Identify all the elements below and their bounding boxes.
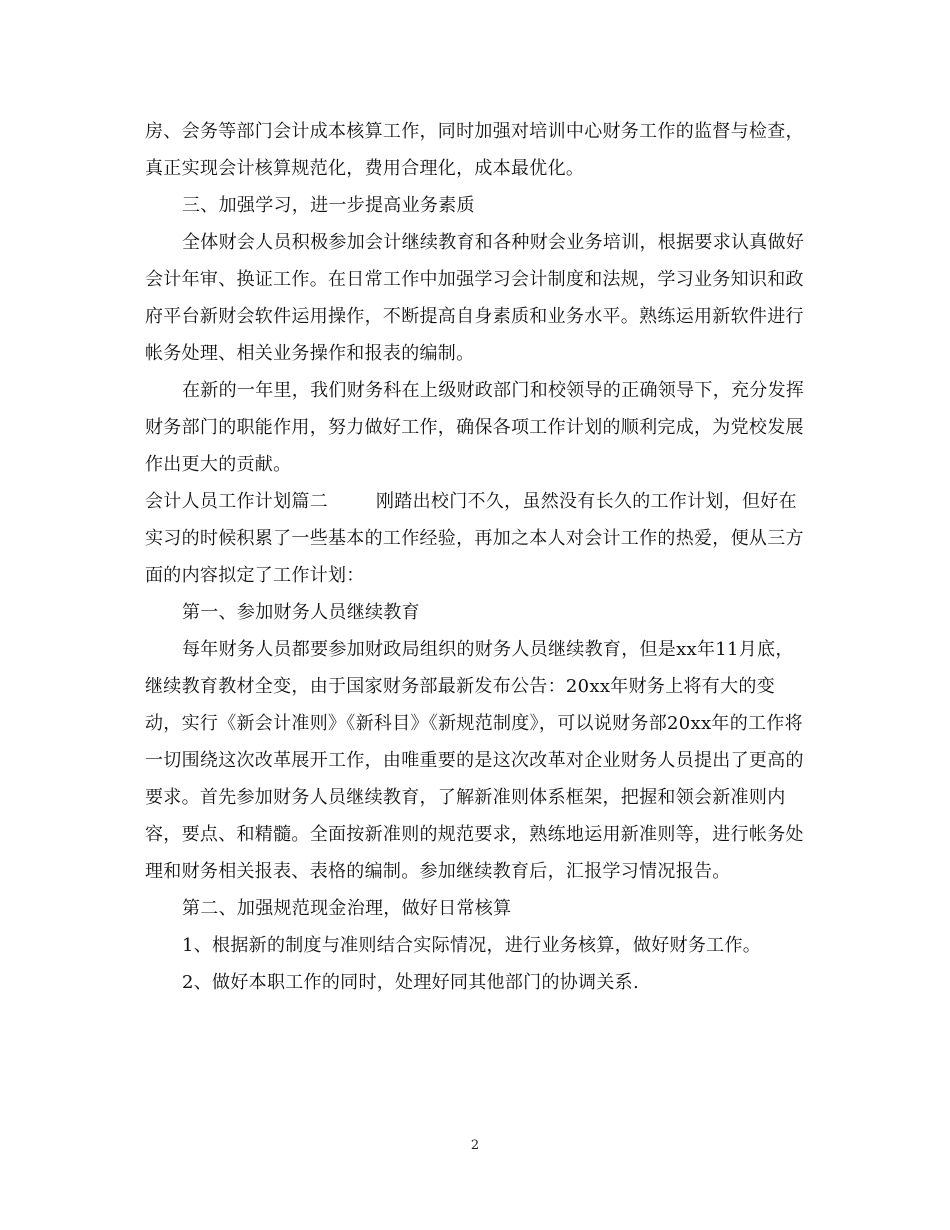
paragraph-continuation: 房、会务等部门会计成本核算工作，同时加强对培训中心财务工作的监督与检查，真正实现会计核算规范化，费用合理化，成本最优化。 (145, 121, 804, 179)
list-item-2: 2、做好本职工作的同时，处理好同其他部门的协调关系. (182, 972, 639, 993)
section-two-intro: 刚踏出校门不久，虽然没有长久的工作计划，但好在实习的时候积累了一些基本的工作经验，再加之本人对会计工作的热爱，便从三方面的内容拟定了工作计划： (145, 491, 804, 586)
list-item-1: 1、根据新的制度与准则结合实际情况，进行业务核算，做好财务工作。 (182, 935, 762, 956)
document-body (145, 113, 805, 1001)
section-two-paragraph (145, 483, 805, 594)
section-heading-cash: 第二、加强规范现金治理，做好日常核算 (182, 898, 512, 919)
paragraph-training: 全体财会人员积极参加会计继续教育和各种财会业务培训，根据要求认真做好会计年审、换证工作。在日常工作中加强学习会计制度和法规，学习业务知识和政府平台新财会软件运用操作，不断提高自身素质和业务水平。熟练运用新软件进行帐务处理、相关业务操作和报表的编制。 (145, 232, 805, 364)
section-two-heading: 会计人员工作计划篇二 (145, 491, 328, 512)
paragraph-education: 每年财务人员都要参加财政局组织的财务人员继续教育，但是xx年11月底，继续教育教材全变，由于国家财务部最新发布公告：20xx年财务上将有大的变动，实行《新会计准则》《新科目》《新规范制度》，可以说财务部20xx年的工作将一切围绕这次改革展开工作，由唯重要的是这次改革对企业财务人员提出了更高的要求。首先参加财务人员继续教育，了解新准则体系框架，把握和领会新准则内容，要点、和精髓。全面按新准则的规范要求，熟练地运用新准则等，进行帐务处理和财务相关报表、表格的编制。参加继续教育后，汇报学习情况报告。 (145, 639, 804, 882)
paragraph-new-year: 在新的一年里，我们财务科在上级财政部门和校领导的正确领导下，充分发挥财务部门的职能作用，努力做好工作，确保各项工作计划的顺利完成，为党校发展作出更大的贡献。 (145, 380, 805, 475)
section-heading-education: 第一、参加财务人员继续教育 (182, 602, 420, 623)
section-heading-study: 三、加强学习，进一步提高业务素质 (182, 195, 475, 216)
page-number: 2 (470, 1138, 480, 1153)
